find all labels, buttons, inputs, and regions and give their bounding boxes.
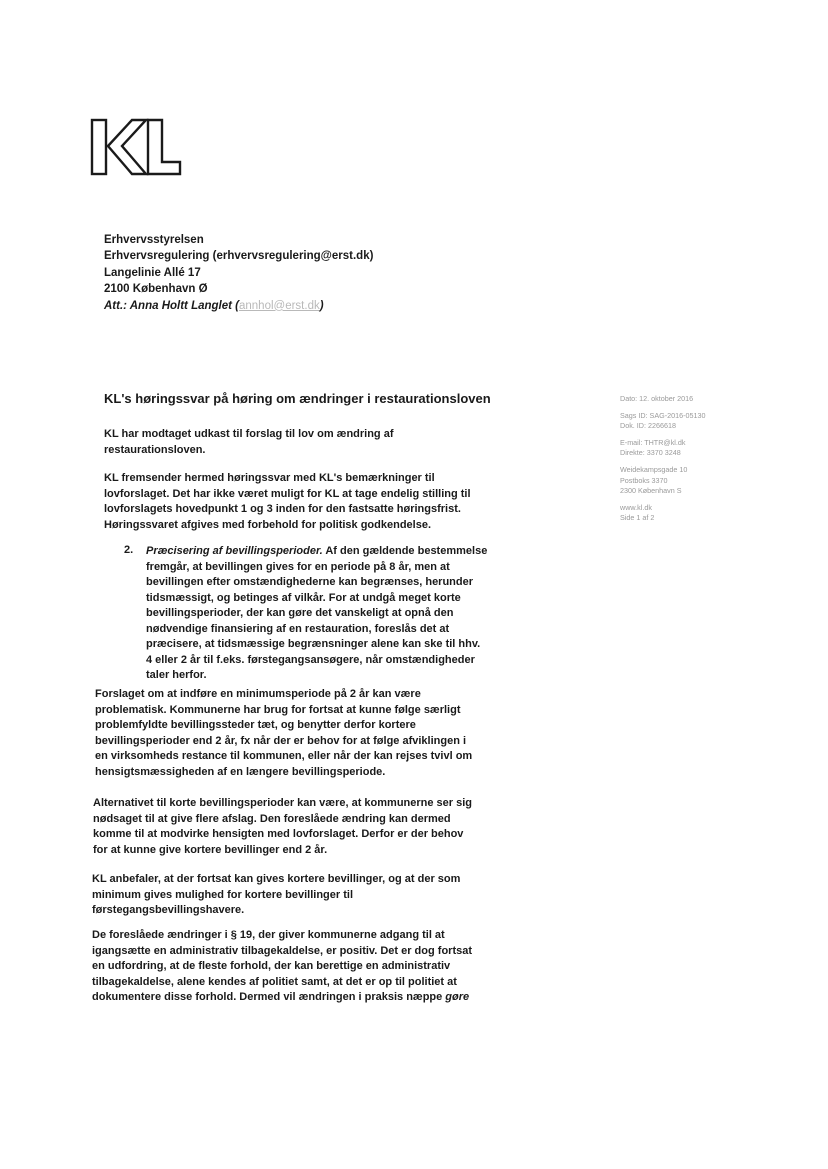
recipient-line: Erhvervsregulering (erhvervsregulering@erst.dk) xyxy=(104,250,374,263)
text-line: bevillingsperioder, der kan gøre det vanskeligt at opnå den xyxy=(146,607,454,619)
document-title: KL's høringssvar på høring om ændringer i restaurationsloven xyxy=(104,391,491,406)
kl-logo xyxy=(90,116,182,178)
text-line: De foreslåede ændringer i § 19, der giver kommunerne adgang til at xyxy=(92,929,445,941)
text-line: Høringssvaret afgives med forbehold for politisk godkendelse. xyxy=(104,518,432,531)
text-line: hensigtsmæssigheden af en længere bevillingsperiode. xyxy=(95,765,386,778)
text-line xyxy=(92,990,472,1006)
meta-page-number: Side 1 af 2 xyxy=(620,513,655,523)
text-line: restaurationsloven. xyxy=(104,443,206,456)
text-line: tidsmæssigt, og betinges af vilkår. For at undgå meget korte xyxy=(146,591,461,604)
recipient-line: Erhvervsstyrelsen xyxy=(104,234,204,246)
meta-direct-phone: Direkte: 3370 3248 xyxy=(620,448,681,458)
text-line: KL anbefaler, at der fortsat kan gives kortere bevillinger, og at der som xyxy=(92,873,461,885)
text-line: Forslaget om at indføre en minimumsperiode på 2 år kan være xyxy=(95,688,421,700)
text-line: 4 eller 2 år til f.eks. førstegangsansøgere, når omstændigheder xyxy=(146,653,475,666)
text-line: en virksomheds restance til kommunen, eller når der kan rejses tvivl om xyxy=(95,750,473,762)
text-line: tilbagekaldelse, alene kendes af politiet samt, at det er op til politiet at xyxy=(92,975,457,988)
text-span: gøre xyxy=(442,991,470,1003)
text-line: minimum gives mulighed for kortere bevillinger til xyxy=(92,888,353,901)
meta-sidebar xyxy=(620,394,706,530)
attention-prefix: Att.: Anna Holtt Langlet ( xyxy=(104,299,239,312)
text-line: fremgår, at bevillingen gives for en periode på 8 år, men at xyxy=(146,560,450,573)
text-line: KL har modtaget udkast til forslag til lov om ændring af xyxy=(104,428,394,440)
list-item-number: 2. xyxy=(124,544,134,556)
recipient-attention xyxy=(104,298,373,314)
meta-city: 2300 København S xyxy=(620,486,682,496)
text-line: problematisk. Kommunerne har brug for fortsat at kunne følge særligt xyxy=(95,703,461,716)
recipient-line: 2100 København Ø xyxy=(104,283,208,296)
attention-suffix: ) xyxy=(319,299,324,312)
text-line: komme til at modvirke hensigten med lovforslaget. Derfor er der behov xyxy=(93,828,464,840)
text-line xyxy=(146,544,487,560)
logo-k-stem xyxy=(92,120,106,174)
text-line: taler herfor. xyxy=(146,669,207,681)
text-span: dokumentere disse forhold. Dermed vil ændringen i praksis næppe xyxy=(92,991,443,1003)
text-line: for at kunne give kortere bevillinger end 2 år. xyxy=(93,843,328,856)
text-line: nødsaget til at give flere afslag. Den foreslåede ændring kan dermed xyxy=(93,812,451,825)
text-line: Alternativet til korte bevillingsperioder kan være, at kommunerne ser sig xyxy=(93,797,473,809)
meta-email: E-mail: THTR@kl.dk xyxy=(620,437,686,447)
paragraph-minimum-period xyxy=(95,687,472,780)
meta-date: Dato: 12. oktober 2016 xyxy=(620,394,694,403)
logo-k-arms xyxy=(108,120,146,174)
paragraph-response xyxy=(104,471,471,533)
paragraph-recommendation xyxy=(92,872,460,919)
meta-sags-id: Sags ID: SAG-2016-05130 xyxy=(620,410,706,420)
text-line: problemfyldte bevillingssteder tæt, og benytter derfor kortere xyxy=(95,719,416,731)
meta-web: www.kl.dk xyxy=(620,502,652,512)
text-line: en udfordring, at de fleste forhold, der kan berettige en administrativ xyxy=(92,960,451,972)
meta-postbox: Postboks 3370 xyxy=(620,475,668,485)
text-line: igangsætte en administrativ tilbagekaldelse, er positiv. Det er dog fortsat xyxy=(92,944,472,957)
paragraph-intro xyxy=(104,427,394,458)
text-span: Af den gældende bestemmelse xyxy=(322,545,488,557)
meta-dok-id: Dok. ID: 2266618 xyxy=(620,421,676,431)
paragraph-alternative xyxy=(93,796,472,858)
text-line: præcisere, at tidsmæssige begrænsninger alene kan ske til hhv. xyxy=(146,638,481,650)
recipient-address xyxy=(104,232,373,314)
paragraph-paragraph-19 xyxy=(92,928,472,1006)
logo-l xyxy=(148,120,180,174)
text-line: KL fremsender hermed høringssvar med KL's bemærkninger til xyxy=(104,472,435,484)
list-item-2 xyxy=(146,544,487,684)
attention-email-link[interactable]: annhol@erst.dk xyxy=(239,299,320,312)
text-line: lovforslaget. Det har ikke været muligt for KL at tage endelig stilling til xyxy=(104,487,471,500)
text-line: førstegangsbevillingshavere. xyxy=(92,904,245,916)
meta-address: Weidekampsgade 10 xyxy=(620,464,688,474)
text-line: bevillingen efter omstændighederne kan begrænses, herunder xyxy=(146,576,474,588)
item-heading: Præcisering af bevillingsperioder. xyxy=(146,545,323,557)
recipient-line: Langelinie Allé 17 xyxy=(104,266,201,279)
text-line: lovforslagets hovedpunkt 1 og 3 inden for den fastsatte høringsfrist. xyxy=(104,503,461,515)
text-line: bevillingsperioder end 2 år, fx når der er behov for at følge afviklingen i xyxy=(95,734,467,747)
text-line: nødvendige finansiering af en restauration, foreslås det at xyxy=(146,622,450,635)
